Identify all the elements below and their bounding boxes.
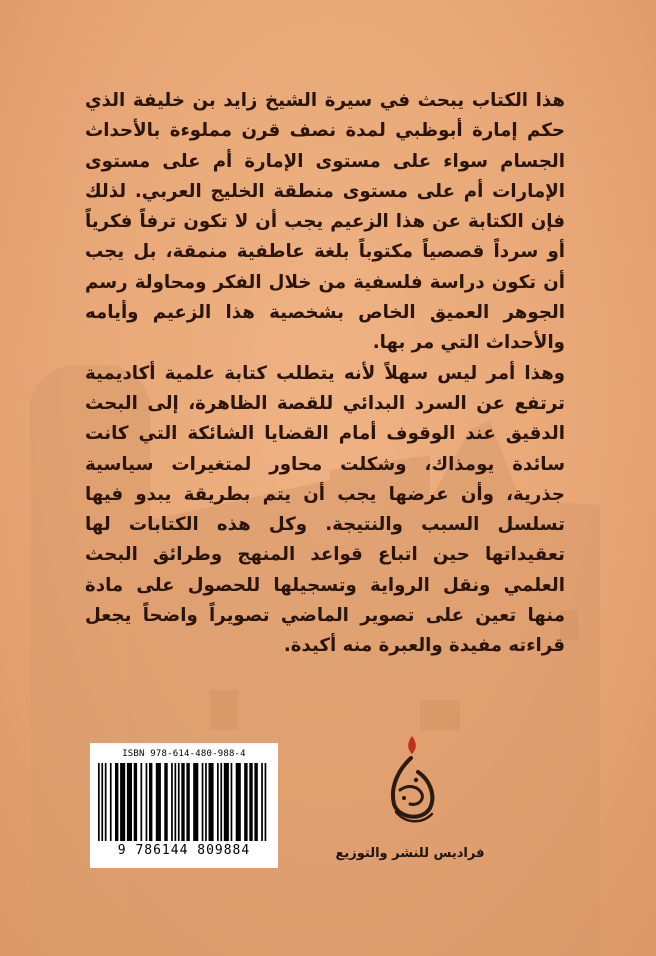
- barcode-bar: [134, 763, 137, 841]
- isbn-barcode: [90, 743, 278, 868]
- barcode-bar: [171, 763, 173, 841]
- barcode-bar: [209, 763, 214, 841]
- barcode-bar: [217, 763, 219, 841]
- barcode-bar: [193, 763, 198, 841]
- barcode-bar: [224, 763, 229, 841]
- blurb-paragraph-1: هذا الكتاب يبحث في سيرة الشيخ زايد بن خليفة الذي حكم إمارة أبوظبي لمدة نصف قرن مملوءة بالأحداث الجسام سواء على مستوى الإمارة أم على مستوى الإمارات أم على مستوى منطقة الخليج العربي. لذلك فإن الكتابة عن هذا الزعيم يجب أن لا تكون ترفاً فكرياً أو سرداً قصصياً مكتوباً بلغة عاطفية منمقة، بل يجب أن تكون دراسة فلسفية من خلال الفكر ومحاولة رسم الجوهر العميق الخاص بشخصية هذا الزعيم وأيامه والأحداث التي مر بها.: [85, 90, 565, 354]
- barcode-bar: [220, 763, 222, 841]
- barcode-bar: [249, 763, 252, 841]
- barcode-bar: [101, 763, 103, 841]
- barcode-bar: [236, 763, 241, 841]
- publisher-name: فراديس للنشر والتوزيع: [335, 846, 485, 861]
- back-cover-blurb: [85, 86, 565, 662]
- barcode-bar: [244, 763, 247, 841]
- barcode-bar: [265, 763, 267, 841]
- barcode-bars: [98, 763, 270, 841]
- barcode-bar: [231, 763, 233, 841]
- barcode-bar: [120, 763, 125, 841]
- barcode-bar: [110, 763, 112, 841]
- barcode-bar: [202, 763, 204, 841]
- barcode-bar: [178, 763, 180, 841]
- barcode-bar: [149, 763, 152, 841]
- barcode-bar: [115, 763, 118, 841]
- barcode-bar: [141, 763, 143, 841]
- barcode-bar: [146, 763, 148, 841]
- barcode-bar: [261, 763, 263, 841]
- barcode-bar: [175, 763, 177, 841]
- barcode-bar: [186, 763, 189, 841]
- barcode-bar: [205, 763, 207, 841]
- barcode-bar: [254, 763, 257, 841]
- isbn-digits: 9 786144 809884: [117, 843, 251, 858]
- blurb-paragraph-2: وهذا أمر ليس سهلاً لأنه يتطلب كتابة علمية أكاديمية ترتفع عن السرد البدائي للقصة الظاهرة، إلى البحث الدقيق عند الوقوف أمام القضايا الشائكة التي كانت سائدة يومذاك، وشكلت محاور لمتغيرات سياسية جذرية، وأن عرضها يجب أن يتم بطريقة يبدو فيها تسلسل السبب والنتيجة. وكل هذه الكتابات لها تعقيداتها حين اتباع قواعد المنهج وطرائق البحث العلمي ونقل الرواية وتسجيلها للحصول على مادة منها تعين على تصوير الماضي تصويراً واضحاً يجعل قراءته مفيدة والعبرة منه أكيدة.: [85, 362, 565, 657]
- faradees-calligraphy-logo-icon: [378, 732, 444, 832]
- barcode-bar: [105, 763, 107, 841]
- isbn-label: ISBN 978-614-480-988-4: [122, 749, 246, 759]
- barcode-bar: [156, 763, 161, 841]
- barcode-bar: [181, 763, 184, 841]
- barcode-bar: [164, 763, 167, 841]
- barcode-bar: [127, 763, 132, 841]
- barcode-bar: [98, 763, 100, 841]
